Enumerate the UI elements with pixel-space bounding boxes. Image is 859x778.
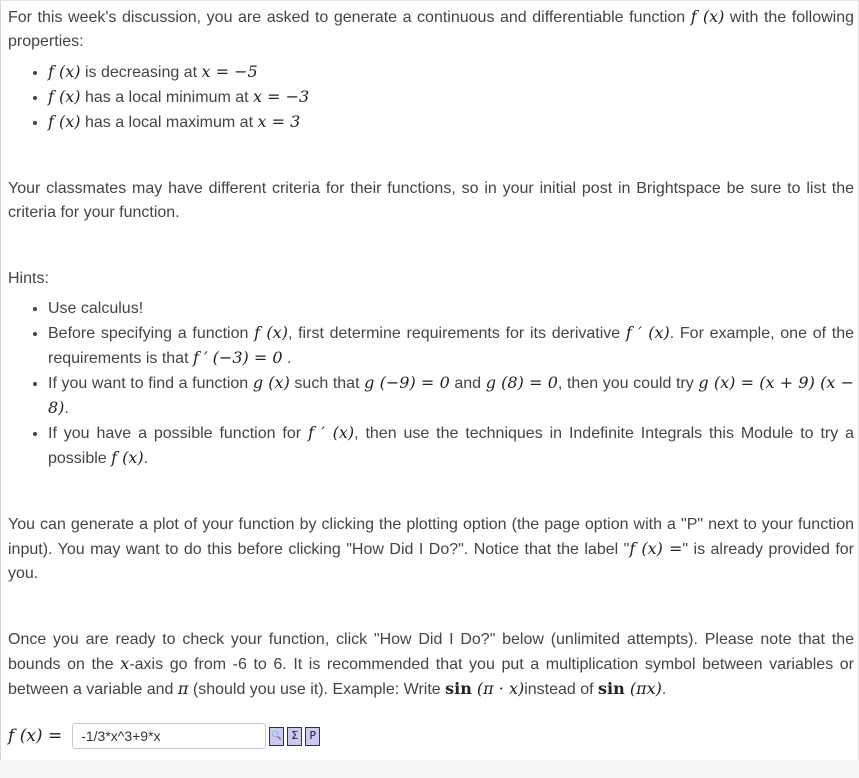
math-expression: x = 3 <box>257 112 301 131</box>
text-segment: , then you could try <box>557 375 699 392</box>
text-segment: -axis go from -6 to 6. It is recommended that you put a multiplication symbol between variables or between a variable and <box>8 656 854 698</box>
math-expression: f (x) <box>48 87 81 106</box>
math-expression: π <box>177 679 189 698</box>
list-item <box>48 60 854 85</box>
text-segment: , then use the techniques in Indefinite Integrals this Module to try a possible <box>48 425 855 467</box>
math-expression: f (x) <box>111 448 144 467</box>
preview-icon[interactable]: 🔍 <box>269 727 284 746</box>
intro-paragraph <box>8 5 854 54</box>
math-expression: f (x) <box>690 7 725 26</box>
classmates-paragraph <box>8 177 854 225</box>
text-segment: instead of <box>524 681 599 698</box>
text-segment: If you have a possible function for <box>48 425 308 442</box>
math-expression: f ′ (−3) = 0 <box>192 348 283 367</box>
answer-row <box>8 722 854 750</box>
text-segment: For this week's discussion, you are asked to generate a continuous and differentiable function <box>8 9 691 26</box>
text-segment: with the following properties: <box>8 9 855 50</box>
math-expression: (π · x) <box>471 679 525 698</box>
text-segment: . For example, one of the requirements is that <box>48 325 854 367</box>
text-segment: . <box>143 450 149 467</box>
text-segment: " is already provided for you. <box>8 541 854 582</box>
text-segment: Before specifying a function <box>48 325 255 342</box>
math-operator: sin <box>598 679 625 698</box>
text-segment: . <box>661 681 667 698</box>
math-expression: x = −5 <box>201 62 258 81</box>
list-item <box>48 321 854 371</box>
math-expression: f (x) = <box>629 539 683 558</box>
text-segment: has a local maximum at <box>80 114 258 131</box>
list-item <box>48 421 854 471</box>
math-expression: g (−9) = 0 <box>364 373 450 392</box>
text-segment: Use calculus! <box>48 300 144 317</box>
text-segment: , first determine requirements for its derivative <box>287 325 626 342</box>
text-segment: . <box>64 400 69 417</box>
function-input[interactable] <box>72 723 266 749</box>
text-segment: has a local minimum at <box>80 89 254 106</box>
math-expression: g (x) = (x + 9) (x − 8) <box>48 373 855 417</box>
math-expression: x <box>120 654 130 673</box>
math-expression: x = −3 <box>253 87 310 106</box>
plot-paragraph <box>8 513 854 586</box>
list-item <box>48 297 854 321</box>
math-expression: f (x) <box>254 323 288 342</box>
math-expression: g (8) = 0 <box>485 373 558 392</box>
math-expression: f ′ (x) <box>307 423 355 442</box>
text-segment: (should you use it). Example: Write <box>188 681 446 698</box>
text-segment: Once you are ready to check your function, click "How Did I Do?" below (unlimited attempts). Please note that the bounds on the <box>8 631 854 673</box>
text-segment: is decreasing at <box>80 64 202 81</box>
math-expression: g (x) <box>252 373 290 392</box>
answer-label: f (x) = <box>8 726 63 746</box>
footer-bar <box>0 760 859 778</box>
hints-title: Hints: <box>8 270 49 287</box>
math-operator: sin <box>445 679 472 698</box>
math-expression: f ′ (x) <box>625 323 670 342</box>
text-segment: . <box>282 350 292 367</box>
hints-list <box>8 297 854 471</box>
math-expression: (πx) <box>624 679 662 698</box>
text-segment: You can generate a plot of your function by clicking the plotting option (the page option with a "P" next to your function input). You may want to do this before clicking "How Did I Do?". Notice that the label " <box>8 516 854 558</box>
list-item <box>48 110 854 135</box>
text-segment: such that <box>289 375 365 392</box>
list-item <box>48 371 854 421</box>
math-expression: f (x) <box>48 62 81 81</box>
list-item <box>48 85 854 110</box>
math-expression: f (x) <box>48 112 81 131</box>
properties-list <box>8 60 854 135</box>
equation-editor-icon[interactable]: Σ <box>287 727 302 746</box>
text-segment: and <box>449 375 486 392</box>
text-segment: Your classmates may have different criteria for their functions, so in your initial post in Brightspace be sure to list the criteria for your function. <box>8 180 854 221</box>
plot-icon[interactable]: P <box>305 727 320 746</box>
text-segment: If you want to find a function <box>48 375 253 392</box>
check-paragraph <box>8 628 854 702</box>
